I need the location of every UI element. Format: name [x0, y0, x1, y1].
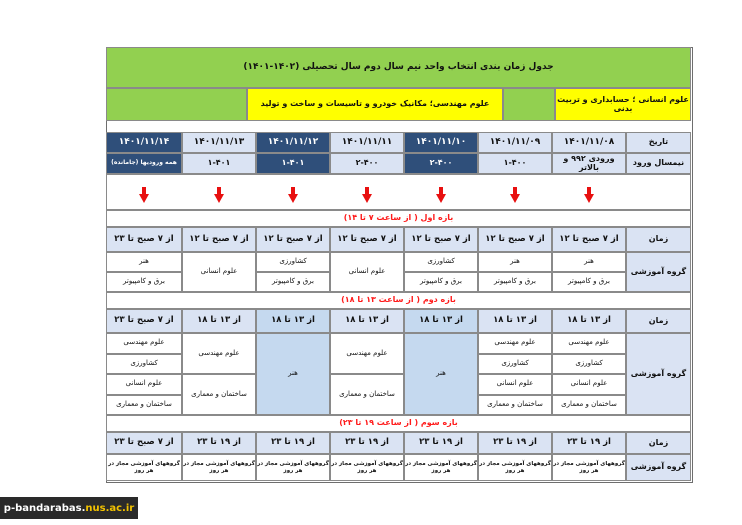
- group-cell: هنر: [478, 252, 552, 272]
- entry-label: نیمسال ورود: [626, 153, 691, 174]
- down-arrow-icon: [510, 194, 520, 203]
- entry-cell: همه ورودیها (جامانده): [106, 153, 182, 174]
- time-cell: از ۷ صبح تا ۱۲: [478, 227, 552, 252]
- time-cell: از ۷ صبح تا ۱۲: [404, 227, 478, 252]
- group-cell: کشاورزی: [404, 252, 478, 272]
- time-cell: از ۱۹ تا ۲۳: [478, 432, 552, 454]
- period1-title: بازه اول ( از ساعت ۷ تا ۱۴): [106, 210, 691, 227]
- time-cell: از ۱۳ تا ۱۸: [182, 309, 256, 333]
- group-cell: گروههای آموزشی مجاز در هر روز: [330, 454, 404, 481]
- group-cell: برق و کامپیوتر: [478, 272, 552, 292]
- date-label: تاریخ: [626, 132, 691, 153]
- group-cell: علوم مهندسی: [330, 333, 404, 374]
- time-cell: از ۱۹ تا ۲۳: [404, 432, 478, 454]
- group-cell: هنر: [404, 333, 478, 415]
- time-cell: از ۱۳ تا ۱۸: [552, 309, 626, 333]
- date-cell: ۱۴۰۱/۱۱/۱۱: [330, 132, 404, 153]
- group-cell: گروههای آموزشی مجاز در هر روز: [552, 454, 626, 481]
- date-cell: ۱۴۰۱/۱۱/۰۹: [478, 132, 552, 153]
- arrow-row: [106, 174, 691, 210]
- time-label: زمان: [626, 432, 691, 454]
- period2-title: بازه دوم ( از ساعت ۱۳ تا ۱۸): [106, 292, 691, 309]
- time-cell: از ۷ صبح تا ۱۲: [182, 227, 256, 252]
- time-cell: از ۱۹ تا ۲۳: [256, 432, 330, 454]
- time-cell: از ۱۹ تا ۲۳: [330, 432, 404, 454]
- group-label: گروه آموزشی: [626, 252, 691, 292]
- group-cell: علوم انسانی: [106, 374, 182, 395]
- university-logo: p-bandarabas. nus.ac.ir: [0, 497, 138, 519]
- down-arrow-icon: [288, 194, 298, 203]
- down-arrow-icon: [584, 194, 594, 203]
- group-cell: برق و کامپیوتر: [552, 272, 626, 292]
- field-engineering: علوم مهندسی؛ مکانیک خودرو و تاسیسات و ساخت و تولید: [247, 88, 503, 121]
- time-label: زمان: [626, 227, 691, 252]
- group-cell: کشاورزی: [256, 252, 330, 272]
- date-cell: ۱۴۰۱/۱۱/۱۴: [106, 132, 182, 153]
- entry-cell: ۲-۴۰۰: [404, 153, 478, 174]
- group-cell: هنر: [552, 252, 626, 272]
- group-cell: گروههای آموزشی مجاز در هر روز: [106, 454, 182, 481]
- down-arrow-icon: [139, 194, 149, 203]
- group-cell: برق و کامپیوتر: [404, 272, 478, 292]
- group-cell: علوم مهندسی: [182, 333, 256, 374]
- time-cell: از ۱۹ تا ۲۳: [182, 432, 256, 454]
- group-cell: گروههای آموزشی مجاز در هر روز: [256, 454, 330, 481]
- group-cell: ساختمان و معماری: [106, 395, 182, 416]
- group-cell: گروههای آموزشی مجاز در هر روز: [478, 454, 552, 481]
- group-cell: علوم انسانی: [330, 252, 404, 292]
- time-cell: از ۷ صبح تا ۱۲: [256, 227, 330, 252]
- time-cell: از ۷ صبح تا ۲۳: [106, 227, 182, 252]
- group-cell: کشاورزی: [552, 354, 626, 375]
- date-cell: ۱۴۰۱/۱۱/۰۸: [552, 132, 626, 153]
- down-arrow-icon: [436, 194, 446, 203]
- date-cell: ۱۴۰۱/۱۱/۱۲: [256, 132, 330, 153]
- date-cell: ۱۴۰۱/۱۱/۱۳: [182, 132, 256, 153]
- group-cell: علوم مهندسی: [552, 333, 626, 354]
- period3-title: بازه سوم ( از ساعت ۱۹ تا ۲۳): [106, 415, 691, 432]
- time-cell: از ۷ صبح تا ۱۲: [330, 227, 404, 252]
- time-cell: از ۱۳ تا ۱۸: [330, 309, 404, 333]
- time-cell: از ۱۹ تا ۲۳: [552, 432, 626, 454]
- group-cell: ساختمان و معماری: [478, 395, 552, 416]
- group-cell: علوم انسانی: [182, 252, 256, 292]
- field-spacer-mid: [503, 88, 555, 121]
- group-cell: گروههای آموزشی مجاز در هر روز: [404, 454, 478, 481]
- field-spacer-left: [106, 88, 247, 121]
- entry-cell: ۱-۴۰۱: [182, 153, 256, 174]
- group-cell: ساختمان و معماری: [330, 374, 404, 415]
- time-label: زمان: [626, 309, 691, 333]
- down-arrow-icon: [362, 194, 372, 203]
- group-cell: علوم مهندسی: [478, 333, 552, 354]
- field-humanities: علوم انسانی ؛ حسابداری و تربیت بدنی: [555, 88, 691, 121]
- entry-cell: ۲-۴۰۰: [330, 153, 404, 174]
- time-cell: از ۱۳ تا ۱۸: [256, 309, 330, 333]
- group-cell: ساختمان و معماری: [552, 395, 626, 416]
- group-cell: کشاورزی: [478, 354, 552, 375]
- entry-cell: ورودی ۹۹۲ و بالاتر: [552, 153, 626, 174]
- group-cell: کشاورزی: [106, 354, 182, 375]
- time-cell: از ۷ صبح تا ۱۲: [552, 227, 626, 252]
- time-cell: از ۱۳ تا ۱۸: [404, 309, 478, 333]
- time-cell: از ۱۳ تا ۱۸: [478, 309, 552, 333]
- group-cell: علوم انسانی: [552, 374, 626, 395]
- down-arrow-icon: [214, 194, 224, 203]
- schedule-title: جدول زمان بندی انتخاب واحد نیم سال دوم سال تحصیلی (۱۴۰۲-۱۴۰۱): [106, 47, 691, 88]
- group-cell: هنر: [106, 252, 182, 272]
- time-cell: از ۷ صبح تا ۲۳: [106, 309, 182, 333]
- time-cell: از ۷ صبح تا ۲۳: [106, 432, 182, 454]
- entry-cell: ۱-۴۰۰: [478, 153, 552, 174]
- entry-cell: ۱-۴۰۱: [256, 153, 330, 174]
- group-cell: گروههای آموزشی مجاز در هر روز: [182, 454, 256, 481]
- group-cell: هنر: [256, 333, 330, 415]
- date-cell: ۱۴۰۱/۱۱/۱۰: [404, 132, 478, 153]
- group-cell: برق و کامپیوتر: [106, 272, 182, 292]
- group-label: گروه آموزشی: [626, 333, 691, 415]
- group-cell: علوم انسانی: [478, 374, 552, 395]
- group-label: گروه آموزشی: [626, 454, 691, 481]
- group-cell: برق و کامپیوتر: [256, 272, 330, 292]
- group-cell: علوم مهندسی: [106, 333, 182, 354]
- group-cell: ساختمان و معماری: [182, 374, 256, 415]
